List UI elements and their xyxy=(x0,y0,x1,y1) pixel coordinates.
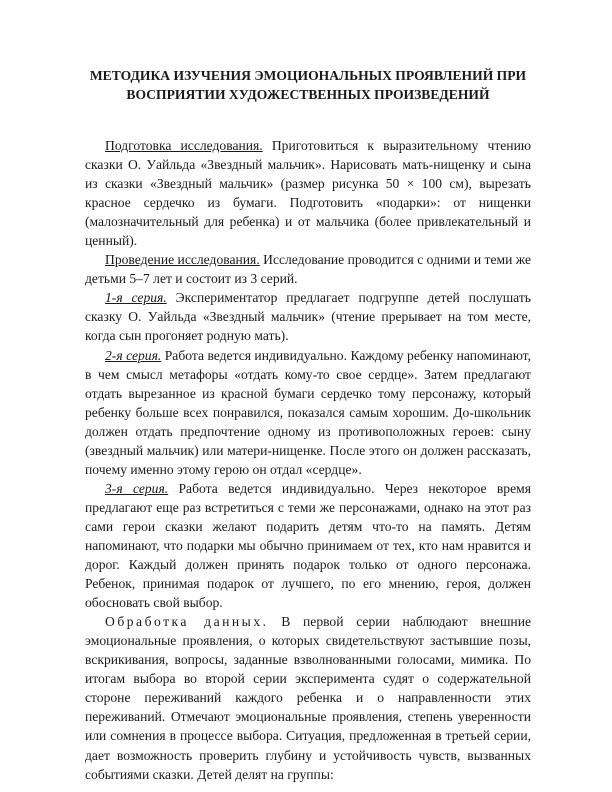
paragraph-text: Экспериментатор предлагает подгруппе детей послушать сказку О. Уайльда «Звездный мальчик» (чтение прерывает на том месте, когда сын прогоняет родную мать). xyxy=(85,290,531,344)
paragraph-preparation xyxy=(85,136,531,250)
paragraph-lead: 3-я серия. xyxy=(105,480,169,496)
document-body xyxy=(85,136,531,784)
paragraph-series-2 xyxy=(85,346,531,479)
paragraph-lead: Обработка данных. xyxy=(105,614,269,630)
paragraph-series-1 xyxy=(85,288,531,345)
paragraph-lead: 2-я серия. xyxy=(105,347,162,363)
document-title: МЕТОДИКА ИЗУЧЕНИЯ ЭМОЦИОНАЛЬНЫХ ПРОЯВЛЕНИЙ ПРИ ВОСПРИЯТИИ ХУДОЖЕСТВЕННЫХ ПРОИЗВЕДЕНИЙ xyxy=(89,68,527,102)
paragraph-series-3 xyxy=(85,479,531,612)
paragraph-lead: 1-я серия. xyxy=(105,290,167,306)
paragraph-processing xyxy=(85,612,531,783)
paragraph-lead: Подготовка исследования. xyxy=(105,138,263,153)
paragraph-text: Работа ведется индивидуально. Через некоторое время предлагают еще раз встретиться с теми же персонажами, однако на этот раз сами герои сказки желают подарить детям что-то на память. Детям напоминают, что подарки мы обычно принимаем от тех, кто нам нравится и дорог. Каждый должен принять подарок только от одного персонажа. Ребенок, принимая подарок от лучшего, по его мнению, героя, должен обосновать свой выбор. xyxy=(85,480,531,611)
paragraph-text: Исследование проводится с одними и теми же детьми 5–7 лет и состоит из 3 серий. xyxy=(85,252,532,287)
paragraph-text: Работа ведется индивидуально. Каждому ребенку напоминают, в чем смысл метафоры «отдать кому-то свое сердце». Затем предлагают отдать вырезанное из красной бумаги сердечко тому персонажу, который ребенку больше всех понравился, показался самым хорошим. До-школьник должен отдать предпочтение одному из противоположных героев: сыну (звездный мальчик) или матери-нищенке. После этого он должен рассказать, почему именно этому герою он отдал «сердце». xyxy=(85,347,531,477)
paragraph-lead: Проведение исследования. xyxy=(105,252,260,268)
paragraph-text: Приготовиться к выразительному чтению сказки О. Уайльда «Звездный мальчик». Нарисовать мать-нищенку и сына из сказки «Звездный мальчик» (размер рисунка 50 × 100 см), вырезать красное сердечко из бумаги. Подготовить «подарки»: от нищенки (малозначительный для ребенка) и от мальчика (более привлекательный и ценный). xyxy=(85,138,531,249)
paragraph-text: В первой серии наблюдают внешние эмоциональные проявления, о которых свидетельствуют застывшие позы, вскрикивания, вопросы, заданные взволнованными голосами, мимика. По итогам выбора во второй серии эксперимента судят о содержательной стороне переживаний каждого ребенка и о направленности этих переживаний. Отмечают эмоциональные проявления, степень уверенности или сомнения в процессе выбора. Ситуация, предложенная в третьей серии, дает возможность проверить глубину и устойчивость чувств, вызванных событиями сказки. Детей делят на группы: xyxy=(85,614,531,782)
paragraph-procedure xyxy=(85,250,531,288)
